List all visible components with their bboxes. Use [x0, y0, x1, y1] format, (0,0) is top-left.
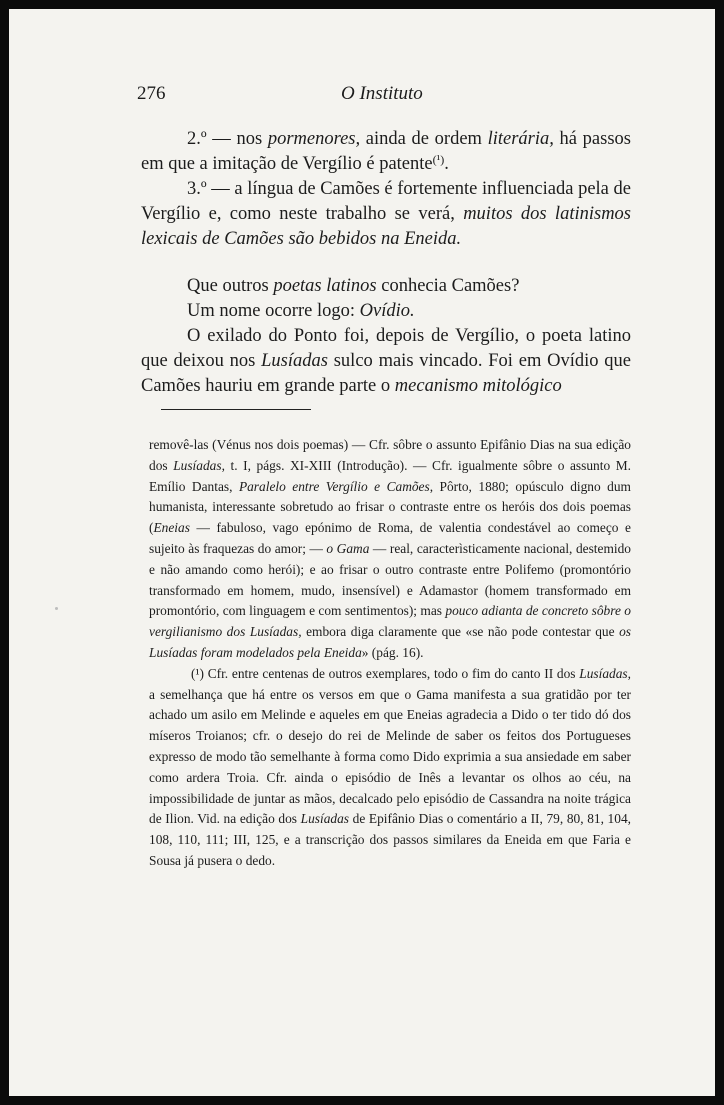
paragraph-exilado: O exilado do Ponto foi, depois de Vergílio, o poeta latino que deixou nos Lusíadas sulco mais vincado. Foi em Ovídio que Camões hauriu em grande parte o mecanismo mitológico [141, 326, 632, 396]
page-number: 276 [137, 83, 166, 104]
footnote-ref[interactable]: (¹) [432, 152, 445, 167]
paragraph-point-2: 2.º — nos pormenores, ainda de ordem literária, há passos em que a imitação de Vergílio é patente$^{(^1)}$. [141, 129, 631, 174]
main-text [141, 127, 631, 399]
footnote-continued: removê-las (Vénus nos dois poemas) — Cfr. sôbre o assunto Epifânio Dias na sua edição dos Lusíadas, t. I, págs. XI-XIII (Introdução). — Cfr. igualmente sôbre o assunto M. Emílio Dantas, Paralelo entre Vergílio e Camões, Pôrto, 1880; opúsculo digno dum humanista, interessante sobretudo ao frisar o contraste entre os heróis dos dois poemas (Eneias — fabuloso, vago epónimo de Roma, de valentia condestável ao começo e sujeito às fraquezas do amor; — o Gama — real, caracterìsticamente nacional, destemido e não amando como herói); e ao frisar o outro contraste entre Polifemo (promontório transformado em homem, mudo, insensível) e Adamastor (homem transformado em promontório, com linguagem e com sentimentos); mas pouco adianta de concreto sôbre o vergilianismo dos Lusíadas, embora diga claramente que «se não pode contestar que os Lusíadas foram modelados pela Eneida» (pág. 16). [149, 437, 631, 660]
paragraph-ovidio: Um nome ocorre logo: Ovídio. [187, 301, 415, 321]
footnote-separator [161, 409, 311, 410]
paper-speck [55, 607, 58, 610]
footnotes [149, 435, 631, 872]
paragraph-question: Que outros poetas latinos conhecia Camões? [187, 276, 520, 296]
running-title: O Instituto [341, 83, 423, 104]
book-page [9, 9, 715, 1096]
page-header [9, 83, 715, 113]
paragraph-point-3: 3.º — a língua de Camões é fortemente influenciada pela de Vergílio e, como neste trabalho se verá, muitos dos latinismos lexicais de Camões são bebidos na Eneida. [141, 179, 632, 249]
footnote-1: (¹) Cfr. entre centenas de outros exemplares, todo o fim do canto II dos Lusíadas, a semelhança que há entre os versos em que o Gama manifesta a sua gratidão por ter achado um asilo em Melinde e aqueles em que Eneias agradecia a Dido o ter tido dó dos míseros Troianos; cfr. o desejo do rei de Melinde de saber os feitos dos Portugueses expresso de modo tão semelhante à forma como Dido exprimia a sua ansiedade em saber como ardera Troia. Cfr. ainda o episódio de Inês a levantar os olhos ao céu, na impossibilidade de juntar as mãos, decalcado pelo episódio de Cassandra na noite trágica de Ilion. Vid. na edição dos Lusíadas de Epifânio Dias o comentário a II, 79, 80, 81, 104, 108, 110, 111; III, 125, e a transcrição dos passos similares da Eneida em que Faria e Sousa já pusera o dedo. [149, 665, 631, 868]
